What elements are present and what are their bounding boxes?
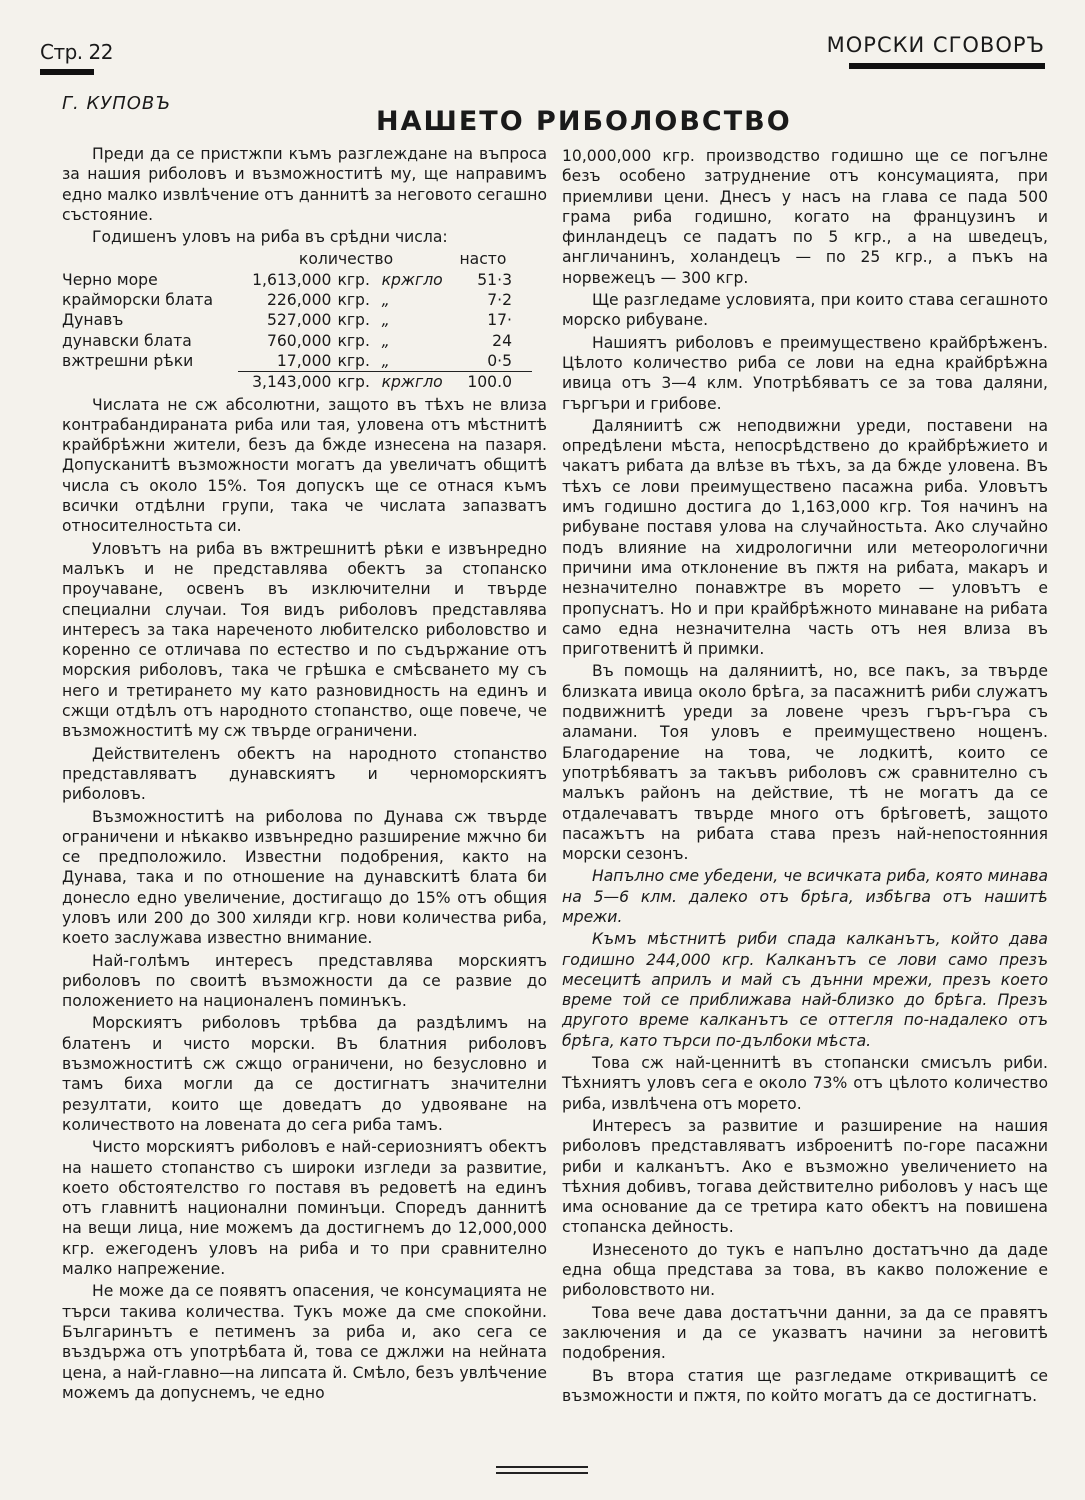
body-paragraph: Най-голѣмъ интересъ представлява морскиятъ риболовъ по своитѣ възможности да се развие до положението на националенъ поминъкъ. [62, 951, 547, 1011]
row-percent: 24 [492, 331, 512, 350]
row-amount: 760,000 [266, 331, 332, 350]
body-paragraph: Къмъ мѣстнитѣ риби спада калканътъ, който дава годишно 244,000 кгр. Калканътъ се лови само презъ месецитѣ априлъ и май съ дънни мрежи, презъ което време той се приближава най-близко до брѣга. Презъ другото време калканътъ се оттегля по-надалеко отъ брѣга, като търси по-дълбоки мѣста. [562, 930, 1048, 1050]
page-number-header [40, 40, 113, 64]
catch-table-row [62, 351, 532, 372]
body-paragraph: Не може да се появятъ опасения, че консумацията не търси такива количества. Тукъ може да сме спокойни. Българинътъ е петименъ за риба и, ако сега се въздържа отъ употрѣбата й, това се джлжи на нейната цена, а най-главно—на липсата й. Смѣло, безъ увлѣчение можемъ да допуснемъ, че едно [62, 1282, 547, 1402]
left-column [62, 144, 547, 1405]
body-paragraph: Даляниитѣ сж неподвижни уреди, поставени на опредѣлени мѣста, непосрѣдствено до крайбрѣжието и чакатъ рибата да влѣзе въ тѣхъ, за да бжде уловена. Въ тѣхъ се лови преимуществено пасажна риба. Уловътъ имъ годишно достига до 1,163,000 кгр. Тоя начинъ на рибуване поставя улова на случайностьта. Ако случайно подъ влияние на хидрологични или метеорологични причини има отклонение въ пжтя на рибата, макаръ и незначително понавжтре въ морето — уловътъ е пропуснатъ. Но и при крайбрѣжното минаване на рибата само една незначителна часть отъ нея влиза въ приготвенитѣ й примки. [562, 416, 1048, 659]
body-paragraph: 10,000,000 кгр. производство годишно ще се погълне безъ особено затруднение отъ консумацията, при приемливи цени. Днесъ у насъ на глава се пада 500 грама риба годишно, когато на французинъ и финландецъ се падатъ по 5 кгр., а на шведецъ, англичанинъ, холандецъ — по 25 кгр., а пъкъ на норвежецъ — 300 кгр. [562, 147, 1048, 287]
publication-header [827, 33, 1045, 57]
row-percent: 17· [487, 311, 512, 330]
catch-table [62, 249, 532, 392]
body-paragraph: Изнесеното до тукъ е напълно достатъчно да даде една обща представа за това, въ какво положение е риболовството ни. [562, 1240, 1048, 1300]
body-paragraph: Числата не сж абсолютни, защото въ тѣхъ не влиза контрабандираната риба или тая, уловена отъ мѣстнитѣ крайбрѣжни жители, безъ да бжде изнесена на пазаря. Допусканитѣ възможности могатъ да увеличатъ общитѣ числа съ около 15%. Тоя допускъ ще се отнася къмъ всички отдѣлни групи, така че числата запазватъ относителностьта си. [62, 395, 547, 536]
left-paragraphs [62, 395, 547, 1404]
body-paragraph: Въ помощь на даляниитѣ, но, все пакъ, за твърде близката ивица около брѣга, за пасажнитѣ риби служатъ подвижнитѣ уреди за ловене чрезъ гъръ-гъра съ аламани. Тоя уловъ е преимуществено нощенъ. Благодарение на това, че лодкитѣ, които се употрѣбяватъ за такъвъ риболовъ сж сравнително съ малъкъ районъ на действие, тѣ не могатъ да се отдалечаватъ твърде много отъ брѣговетѣ, защото пасажътъ на рибата става презъ най-непостоянния морски сезонъ. [562, 662, 1048, 864]
row-unit: кгр. [337, 270, 370, 289]
row-place: вжтрешни рѣки [62, 352, 194, 371]
row-unit2: „ [381, 351, 390, 370]
row-unit: кгр. [337, 331, 370, 350]
row-place: Черно море [62, 270, 158, 289]
total-amount: 3,143,000 [238, 372, 335, 393]
right-column [562, 146, 1048, 1408]
row-unit2: „ [381, 311, 390, 330]
body-paragraph: Ще разгледаме условията, при които става сегашното морско рибуване. [562, 291, 1048, 330]
row-amount: 1,613,000 [252, 270, 332, 289]
row-unit2: „ [381, 291, 390, 310]
body-paragraph: Това вече дава достатъчни данни, за да се правятъ заключения и да се указватъ начини за неговитѣ подобрения. [562, 1303, 1048, 1363]
row-place: дунавски блата [62, 331, 192, 350]
row-amount: 17,000 [276, 351, 332, 370]
footer-rule-top [496, 1466, 588, 1468]
row-place: Дунавъ [62, 311, 124, 330]
row-amount: 527,000 [266, 311, 332, 330]
body-paragraph: Чисто морскиятъ риболовъ е най-сериозниятъ обектъ на нашето стопанство съ широки изгледи за развитие, което обстоятелство го поставя въ редоветѣ на единъ отъ главнитѣ национални поминъци. Споредъ даннитѣ на вещи лица, ние можемъ да достигнемъ до 12,000,000 кгр. ежегоденъ уловъ на риба и то при сравнително малко напрежение. [62, 1138, 547, 1279]
right-paragraphs [562, 146, 1048, 1406]
catch-table-row [62, 310, 532, 330]
body-paragraph: Морскиятъ риболовъ трѣбва да раздѣлимъ на блатенъ и чисто морски. Въ блатния риболовъ възможноститѣ сж сжщо ограничени, но безусловно и тамъ биха могли да се достигнатъ значителни резултати, които ще доведатъ до удвояване на количеството на ловената до сега риба тамъ. [62, 1014, 547, 1134]
body-paragraph: Действителенъ обектъ на народното стопанство представляватъ дунавскиятъ и черноморскиятъ риболовъ. [62, 744, 547, 804]
publication-name: МОРСКИ СГОВОРЪ [826, 33, 1045, 57]
page-number: Стр. 22 [40, 40, 113, 64]
body-paragraph: Интересъ за развитие и разширение на нашия риболовъ представляватъ изброенитѣ по-горе пасажни риби и калканътъ. Ако е възможно увеличението на тѣхния добивъ, тогава действително риболовъ у насъ ще има основание да се третира като обектъ на повишена стопанска дейность. [562, 1116, 1048, 1237]
catch-table-header [62, 249, 532, 269]
row-unit2: кржгло [381, 270, 443, 289]
row-percent: 51·3 [477, 270, 512, 289]
total-unit: кгр. [335, 372, 375, 393]
row-percent: 0·5 [487, 351, 512, 370]
body-paragraph: Възможноститѣ на риболова по Дунава сж твърде ограничени и нѣкакво извънредно разширение мжчно би се предположило. Известни подобрения, както на Дунава, така и по отношение на дунавскитѣ блата би донесло едно увеличение, достигащо до 15% отъ общия уловъ или 200 до 300 хиляди кгр. нови количества риба, което заслужава известно внимание. [62, 807, 547, 948]
intro-paragraph: Преди да се пристжпи къмъ разглеждане на въпроса за нашия риболовъ и възможноститѣ му, ще направимъ едно малко извлѣчение отъ даннитѣ за неговото сегашно състояние. [62, 145, 547, 224]
body-paragraph: Напълно сме убедени, че всичката риба, която минава на 5—6 клм. далеко отъ брѣга, избѣгва отъ нашитѣ мрежи. [562, 867, 1048, 926]
body-paragraph: Това сж най-ценнитѣ въ стопански смисълъ риби. Тѣхниятъ уловъ сега е около 73% отъ цѣлото количество риба, извлѣчена отъ морето. [562, 1054, 1048, 1113]
total-percent: 100.0 [454, 372, 532, 393]
col-percent-header: насто [459, 250, 507, 269]
catch-table-row [62, 270, 532, 290]
col-quantity-header: количество [298, 250, 394, 269]
total-unit2: кржгло [376, 372, 454, 393]
catch-table-row [62, 331, 532, 351]
row-percent: 7·2 [487, 291, 512, 310]
row-place: крайморски блата [62, 291, 214, 310]
footer-rule-bottom [496, 1472, 588, 1474]
article-author: Г. КУПОВЪ [62, 93, 172, 114]
header-rule-right [849, 63, 1045, 69]
body-paragraph: Въ втора статия ще разгледаме откриващитѣ се възможности и пжтя, по който могатъ да се достигнатъ. [562, 1366, 1048, 1405]
row-unit: кгр. [337, 311, 370, 330]
row-amount: 226,000 [266, 291, 332, 310]
row-unit: кгр. [337, 291, 370, 310]
table-caption: Годишенъ уловъ на риба въ срѣдни числа: [92, 228, 448, 247]
body-paragraph: Нашиятъ риболовъ е преимуществено крайбрѣженъ. Цѣлото количество риба се лови на една крайбрѣжна ивица отъ 3—4 клм. Употрѣбяватъ се за това даляни, гъргъри и грибове. [562, 333, 1048, 413]
row-unit: кгр. [337, 351, 370, 370]
header-rule-left [40, 69, 94, 75]
article-title: НАШЕТО РИБОЛОВСТВО [376, 106, 792, 137]
body-paragraph: Уловътъ на риба въ вжтрешнитѣ рѣки е извънредно малъкъ и не представлява обектъ за стопанско проучаване, освенъ въ изключителни и твърде специални случаи. Тоя видъ риболовъ представлява интересъ за така нареченото любителско риболовство и коренно се отличава по естество и по съдържание отъ морския риболовъ, така че грѣшка е смѣсването му съ него и третирането му като разновидность на единъ и сжщи отдѣлъ отъ народното стопанство, още повече, че възможноститѣ му сж твърде ограничени. [62, 539, 547, 741]
row-unit2: „ [381, 331, 390, 350]
catch-table-total-row [62, 372, 532, 393]
catch-table-row [62, 290, 532, 310]
